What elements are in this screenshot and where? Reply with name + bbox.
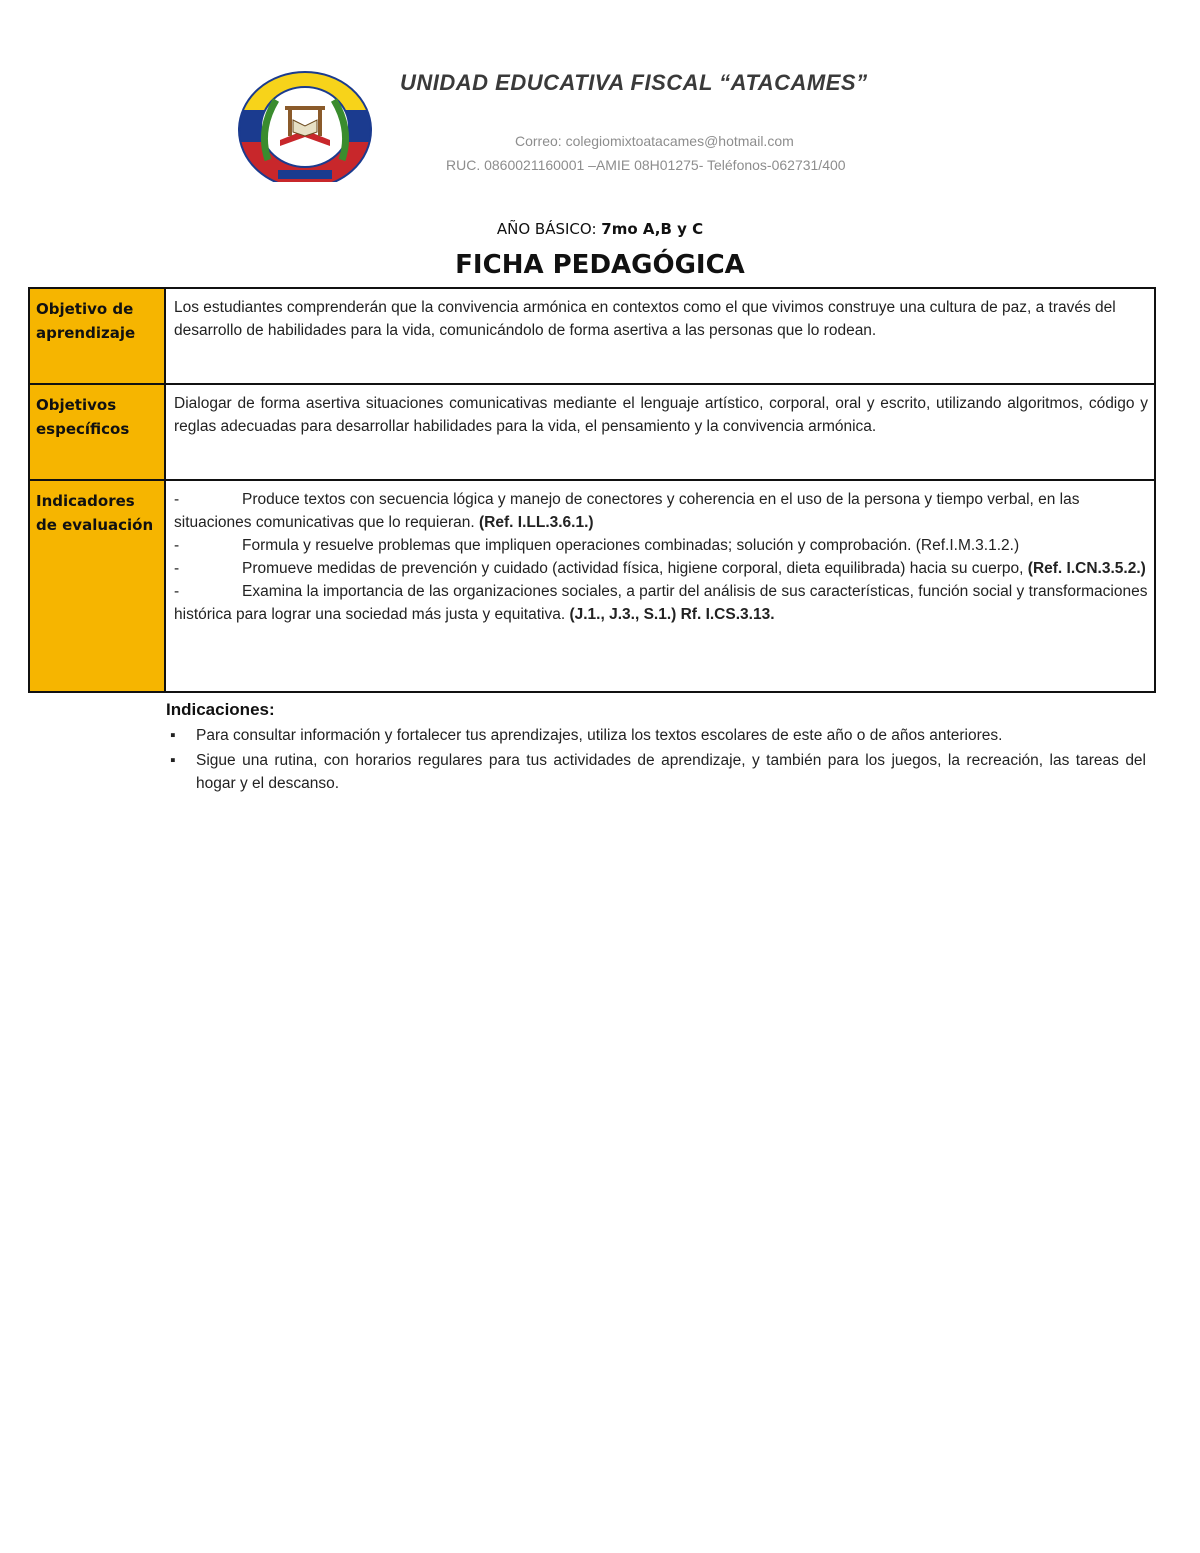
indicaciones-section [166,700,1146,797]
email-line: Correo: colegiomixtoatacames@hotmail.com [515,133,794,149]
list-item: - Formula y resuelve problemas que impliquen operaciones combinadas; solución y comprobación. (Ref.I.M.3.1.2.) [174,537,1020,554]
anio-label: AÑO BÁSICO: [496,220,597,238]
anio-value: 7mo A,B y C [601,220,704,238]
school-name: UNIDAD EDUCATIVA FISCAL “ATACAMES” [400,70,868,95]
list-item: - Promueve medidas de prevención y cuidado (actividad física, higiene corporal, dieta equilibrada) hacia su cuerpo, (Ref. I.CN.3.5.2.) [174,560,1146,577]
bullet-icon: ▪ [170,727,176,744]
anio-basico [0,220,1200,238]
bullet-icon: ▪ [170,752,176,769]
school-crest-logo-icon [238,70,372,182]
row-value: Los estudiantes comprenderán que la convivencia armónica en contextos como el que vivimos construye una cultura de paz, a través del desarrollo de habilidades para la vida, comunicándolo de forma asertiva a las personas que lo rodean. [165,288,1155,384]
list-item: - Produce textos con secuencia lógica y manejo de conectores y coherencia en el uso de la persona y tiempo verbal, en las situaciones comunicativas que lo requieran. (Ref. I.LL.3.6.1.) [174,491,1080,531]
indicaciones-list [166,724,1146,795]
table-row [29,288,1155,384]
list-item: ▪ Para consultar información y fortalecer tus aprendizajes, utiliza los textos escolares de este año o de años anteriores. [166,724,1146,747]
document-header [0,0,1200,200]
table-row [29,384,1155,480]
row-value: Dialogar de forma asertiva situaciones comunicativas mediante el lenguaje artístico, corporal, oral y escrito, utilizando algoritmos, código y reglas adecuadas para desarrollar habilidades para la vida, el pensamiento y la convivencia armónica. [165,384,1155,480]
list-item: - Examina la importancia de las organizaciones sociales, a partir del análisis de sus características, función social y transformaciones histórica para lograr una sociedad más justa y equitativa. (J.1., J.3., S.1.) Rf. I.CS.3.13. [174,583,1148,623]
indicaciones-title: Indicaciones: [166,700,275,719]
row-label: Objetivos específicos [29,384,165,480]
table-row [29,480,1155,692]
ruc-line: RUC. 0860021160001 –AMIE 08H01275- Teléfonos-062731/400 [446,157,846,173]
row-label: Objetivo de aprendizaje [29,288,165,384]
page-title: FICHA PEDAGÓGICA [455,250,745,280]
indicadores-list [165,480,1155,692]
list-item: ▪ Sigue una rutina, con horarios regulares para tus actividades de aprendizaje, y también para los juegos, la recreación, las tareas del hogar y el descanso. [166,749,1146,795]
ficha-table [28,287,1156,693]
row-label: Indicadores de evaluación [29,480,165,692]
